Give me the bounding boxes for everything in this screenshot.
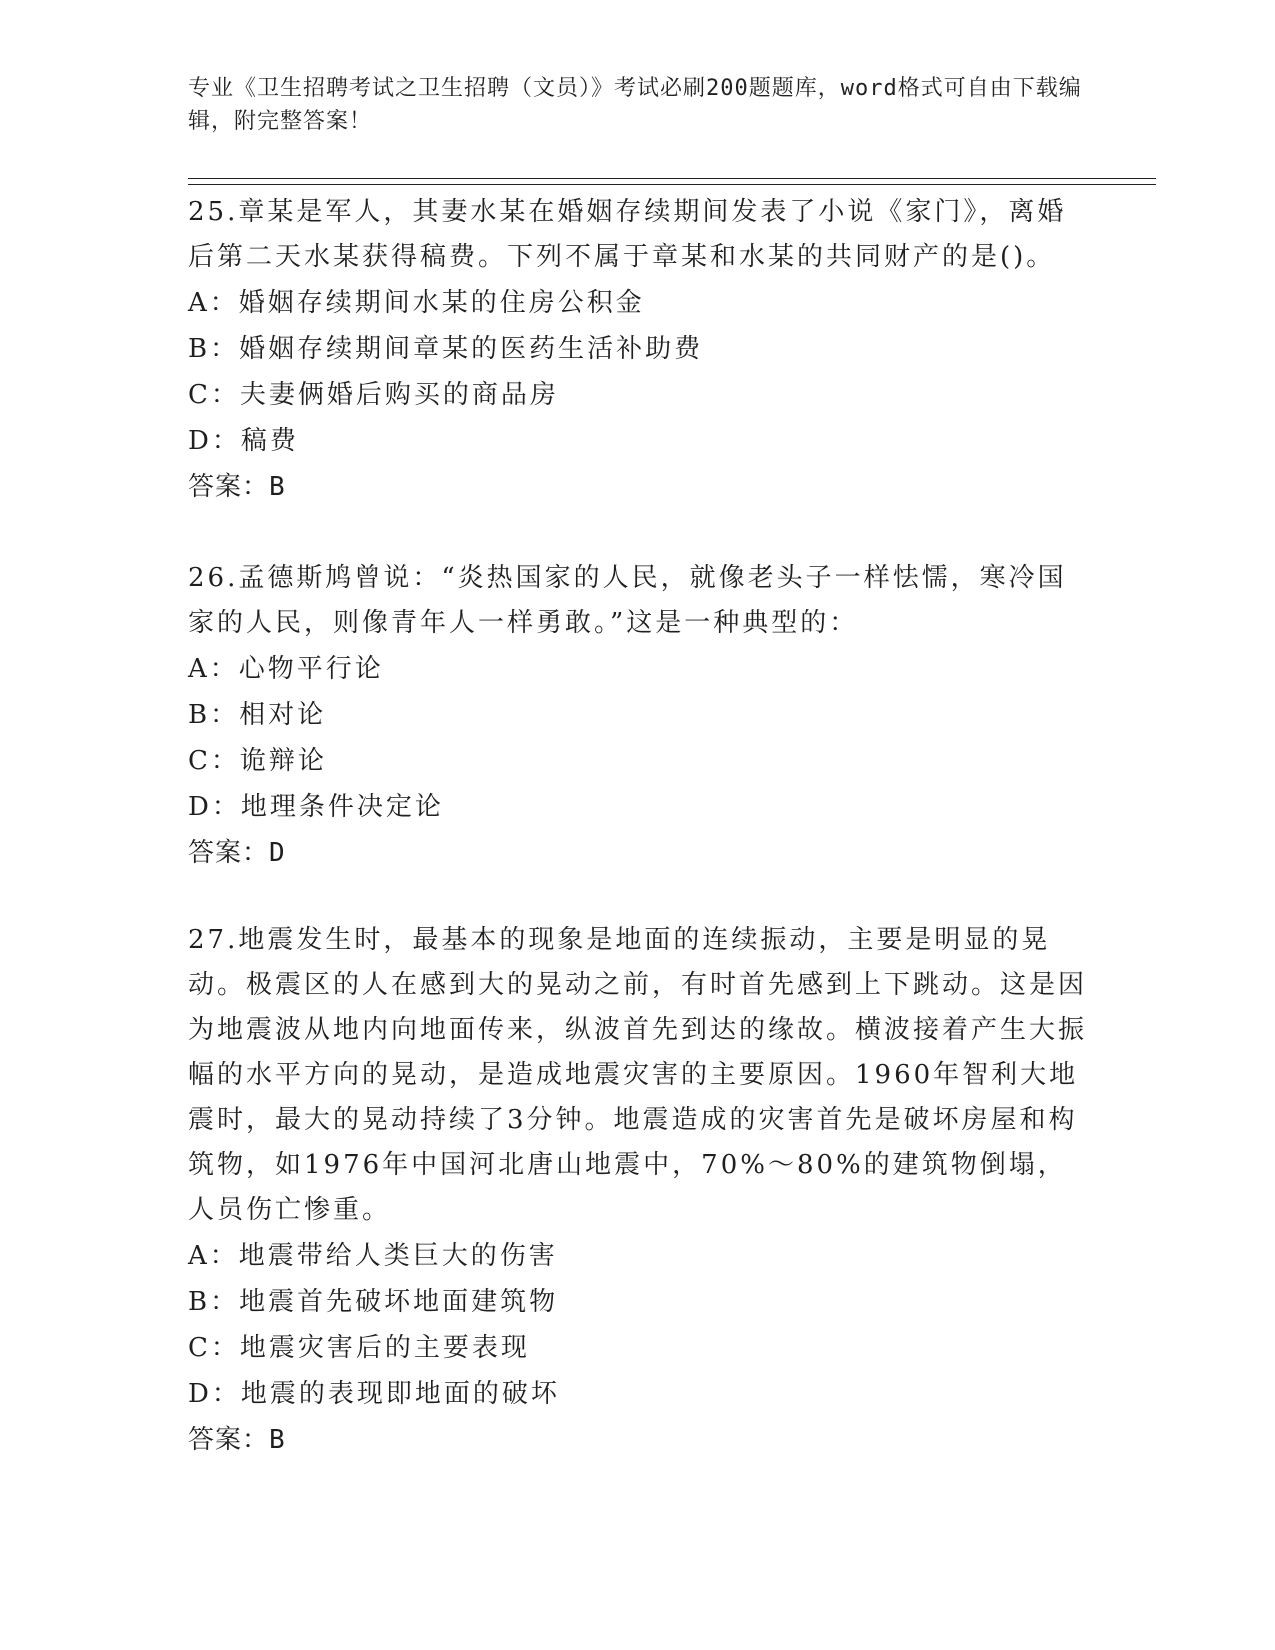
option-b: B：相对论 [188, 700, 327, 730]
question-26 [188, 556, 1088, 876]
question-27 [188, 918, 1088, 1463]
option-c: C：地震灾害后的主要表现 [188, 1333, 530, 1363]
option-b: B：婚姻存续期间章某的医药生活补助费 [188, 334, 704, 364]
option-a: A：心物平行论 [188, 654, 384, 684]
document-header: 专业《卫生招聘考试之卫生招聘（文员）》考试必刷200题题库，word格式可自由下载编辑，附完整答案！ [188, 76, 1082, 134]
option-d: D：地震的表现即地面的破坏 [188, 1379, 560, 1409]
question-stem: 25.章某是军人，其妻水某在婚姻存续期间发表了小说《家门》，离婚后第二天水某获得稿费。下列不属于章某和水某的共同财产的是()。 [188, 197, 1067, 272]
option-a: A：地震带给人类巨大的伤害 [188, 1241, 558, 1271]
option-a: A：婚姻存续期间水某的住房公积金 [188, 288, 645, 318]
option-c: C：诡辩论 [188, 746, 327, 776]
question-25 [188, 190, 1088, 510]
option-b: B：地震首先破坏地面建筑物 [188, 1287, 559, 1317]
header-divider-top [188, 178, 1156, 179]
answer-line: 答案：D [188, 838, 286, 868]
answer-line: 答案：B [188, 472, 286, 502]
question-stem: 26.孟德斯鸠曾说：“炎热国家的人民，就像老头子一样怯懦，寒冷国家的人民，则像青年人一样勇敢。”这是一种典型的： [188, 563, 1067, 638]
question-stem: 27.地震发生时，最基本的现象是地面的连续振动，主要是明显的晃动。极震区的人在感到大的晃动之前，有时首先感到上下跳动。这是因为地震波从地内向地面传来，纵波首先到达的缘故。横波接着产生大振幅的水平方向的晃动，是造成地震灾害的主要原因。1960年智利大地震时，最大的晃动持续了3分钟。地震造成的灾害首先是破坏房屋和构筑物，如1976年中国河北唐山地震中，70%～80%的建筑物倒塌，人员伤亡惨重。 [188, 925, 1088, 1225]
option-c: C：夫妻俩婚后购买的商品房 [188, 380, 559, 410]
option-d: D：地理条件决定论 [188, 792, 444, 822]
option-d: D：稿费 [188, 426, 299, 456]
answer-line: 答案：B [188, 1425, 286, 1455]
header-divider-bottom [188, 184, 1156, 185]
